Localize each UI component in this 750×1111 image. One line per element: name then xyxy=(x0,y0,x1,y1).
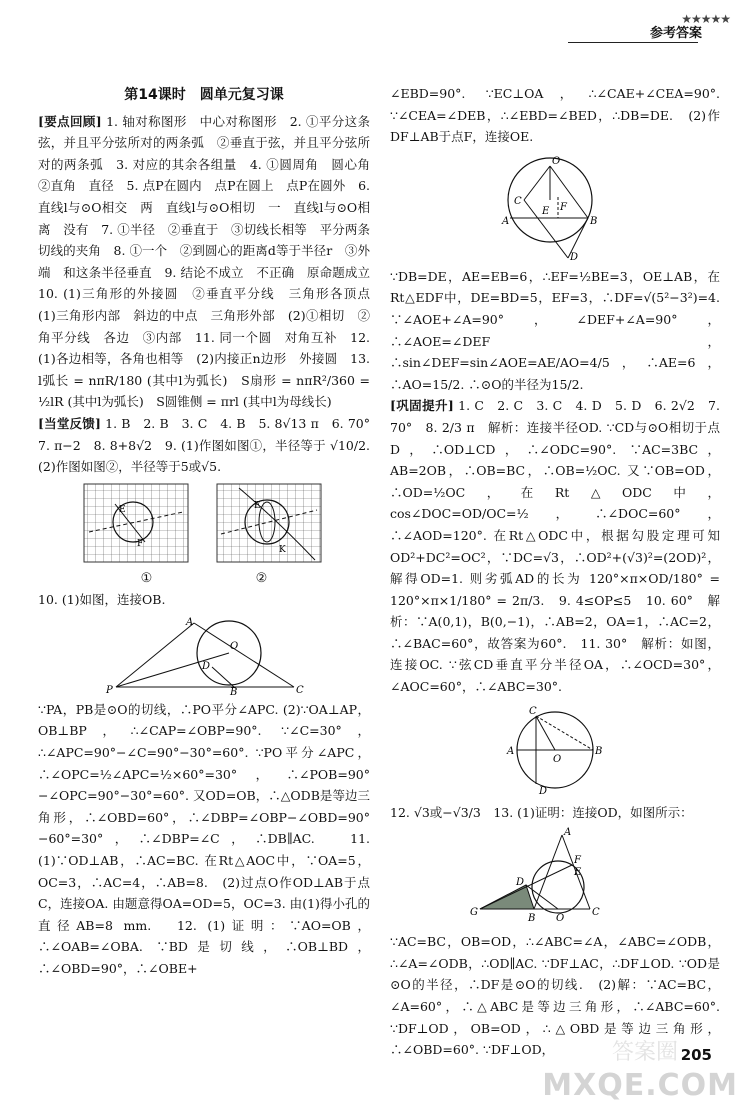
svg-text:E: E xyxy=(119,504,126,515)
caption-2: ② xyxy=(255,570,268,586)
right-para-4: 12. √3或−√3/3 13. (1)证明：连接OD，如图所示： xyxy=(390,804,693,820)
consolidation-heading: [巩固提升] xyxy=(390,398,454,414)
feedback-paragraph xyxy=(38,413,383,478)
q13-figure xyxy=(470,827,640,927)
grid-figure-2 xyxy=(217,484,321,562)
svg-text:A: A xyxy=(564,827,572,839)
q10-text: ∵PA，PB是⊙O的切线，∴PO平分∠APC. (2)∵OA⊥AP，OB⊥BP，∴∠CAP=∠OBP=90°. ∵∠C=30°，∴∠APC=90°−∠C=90°−30°=60°. ∵PO平分∠APC，∴∠OPC=½∠APC=½×60°=30°，∴∠POB=90°−∠OPC=90°−30°=60°. 又OD=OB，∴△ODB是等边三角形，∴∠OBD=60°，∴∠DBP=∠OBP−∠OBD=90°−60°=30°，∴∠DBP=∠C，∴DB∥AC. 11. (1)∵OD⊥AB，∴AC=BC. 在Rt△AOC中，∵OA=5，OC=3，∴AC=4，∴AB=8. (2)过点O作OD⊥AB于点C，连接OA. 由题意得OA=OD=5，OC=3. 由(1)得小孔的直径AB=8 mm. 12. (1)证明：∵AO=OB，∴∠OAB=∠OBA. ∵BD是切线，∴OB⊥BD，∴∠OBD=90°，∴∠OBE+ xyxy=(38,701,370,976)
caption-1: ① xyxy=(140,570,153,586)
svg-text:B: B xyxy=(528,913,536,925)
svg-text:C: C xyxy=(529,705,537,717)
review-text: 1. 轴对称图形 中心对称图形 2. ①平分这条弦，并且平分弦所对的两条弧 ②垂直于弦，并且平分弦所对的两条弧 3. 对应的其余各组量 4. ①圆周角 圆心角 ②直角 直径 5. 点P在圆内 点P在圆上 点P在圆外 6. 直线l与⊙O相交 两 直线l与⊙O相切 一 直线l与⊙O相离 没有 7. ①半径 ②垂直于 ③切线长相等 平分两条切线的夹角 8. ①一个 ②到圆心的距离d等于半径r ③外端 和这条半径垂直 9. 结论不成立 不正确 原命题成立 10. (1)三角形的外接圆 ②垂直平分线 三角形各顶点 (1)三角形内部 斜边的中点 三角形外部 (2)①相切 ②角平分线 各边 ③内部 11. 同一个圆 对角互补 12. (1)各边相等，各角也相等 (2)内接正n边形 外接圆 13. l弧长 = nπR/180 (其中l为弧长) S扇形 = nπR²/360 = ½lR (其中l为弧长) S圆锥侧 = πrl (其中l为母线长) xyxy=(38,113,383,410)
left-column xyxy=(38,85,383,980)
svg-text:D: D xyxy=(570,251,579,262)
figure-captions xyxy=(89,568,319,590)
svg-text:B: B xyxy=(595,745,603,757)
feedback-heading: [当堂反馈] xyxy=(38,415,101,431)
q11-figure xyxy=(485,702,625,798)
header-rule xyxy=(568,42,698,43)
svg-text:D: D xyxy=(539,785,548,797)
svg-text:C: C xyxy=(592,907,600,919)
svg-text:P: P xyxy=(106,684,113,695)
q10-figure xyxy=(104,615,304,695)
svg-text:A: A xyxy=(502,215,510,227)
svg-text:E: E xyxy=(542,205,550,217)
svg-text:E: E xyxy=(254,500,261,511)
right-para-1: ∠EBD=90°. ∵EC⊥OA，∴∠CAE+∠CEA=90°. ∵∠CEA=∠DEB，∴∠EBD=∠BED，∴DB=DE. (2)作DF⊥AB于点F，连接OE. xyxy=(390,86,720,145)
svg-text:F: F xyxy=(560,201,567,213)
right-para-5: ∵AC=BC，OB=OD，∴∠ABC=∠A，∠ABC=∠ODB，∴∠A=∠ODB，∴OD∥AC. ∵DF⊥AC，∴DF⊥OD. ∵OD是⊙O的半径，∴DF是⊙O的切线. (2)解：∵AC=BC，∠A=60°，∴△ABC是等边三角形，∴∠ABC=60°. ∵DF⊥OD，OB=OD，∴△OBD是等边三角形，∴∠OBD=60°. ∵DF⊥OD， xyxy=(390,934,720,1058)
header-label: 参考答案 xyxy=(649,26,702,41)
watermark: MXQE.COM xyxy=(542,1068,738,1103)
svg-text:D: D xyxy=(202,660,211,672)
svg-text:B: B xyxy=(590,215,598,227)
grid-figure-1 xyxy=(84,484,188,562)
feedback-text: 1. B 2. B 3. C 4. B 5. 8√13 π 6. 70° 7. π−2 8. 8+8√2 9. (1)作图如图①，半径等于 √10/2. (2)作图如图②，半径等于5或√5. xyxy=(38,415,383,475)
svg-text:A: A xyxy=(507,745,515,757)
q10-intro: 10. (1)如图，连接OB. xyxy=(38,592,166,608)
svg-text:O: O xyxy=(556,913,565,925)
right-para-2: ∵DB=DE，AE=EB=6，∴EF=½BE=3，OE⊥AB，在Rt△EDF中，DE=BD=5，EF=3，∴DF=√(5²−3²)=4. ∵∠AOE+∠A=90°，∠DEF+∠A=90°，∴∠AOE=∠DEF，∴sin∠DEF=sin∠AOE=AE/AO=4/5，∴AE=6，∴AO=15/2. ∴⊙O的半径为15/2. xyxy=(390,268,720,392)
grid-figures xyxy=(79,482,329,564)
watermark-sub: 答案圈 xyxy=(611,1040,678,1065)
svg-text:O: O xyxy=(553,753,562,765)
svg-text:C: C xyxy=(514,195,522,207)
page-title: 第14课时 圆单元复习课 xyxy=(124,87,284,103)
consolidation-paragraph xyxy=(390,395,720,697)
svg-text:F: F xyxy=(574,855,581,867)
svg-text:G: G xyxy=(470,907,478,919)
review-heading: [要点回顾] xyxy=(38,113,102,129)
page-number: 205 xyxy=(680,1046,712,1064)
svg-text:A: A xyxy=(186,616,194,628)
consolidation-text: 1. C 2. C 3. C 4. D 5. D 6. 2√2 7. 70° 8. 2/3 π 解析：连接半径OD. ∵CD与⊙O相切于点D，∴OD⊥CD，∴∠ODC=90°. ∵AC=3BC，AB=2OB，∴OB=BC，∴OB=½OC. 又∵OB=OD，∴OD=½OC，在Rt△ODC中，cos∠DOC=OD/OC=½，∴∠DOC=60°，∴∠AOD=120°. 在Rt△ODC中，根据勾股定理可知OD²+DC²=OC²，∵DC=√3，∴OD²+(√3)²=(2OD)²，解得OD=1. 则劣弧AD的长为 120°×π×OD/180° = 120°×π×1/180° = 2π/3. 9. 4≤OP≤5 10. 60° 解析：∵A(0,1)，B(0,−1)，∴AB=2，OA=1，∴AC=2，∴∠BAC=60°，故答案为60°. 11. 30° 解析：如图，连接OC. ∵弦CD垂直平分半径OA，∴∠OCD=30°，∠AOC=60°，∴∠ABC=30°. xyxy=(390,398,720,695)
svg-text:E: E xyxy=(574,867,582,879)
svg-text:D: D xyxy=(516,877,525,889)
svg-text:C: C xyxy=(296,684,304,695)
review-paragraph xyxy=(38,111,383,413)
svg-text:O: O xyxy=(552,155,561,167)
stars-icon: ★★★★★ xyxy=(681,12,730,26)
svg-text:K: K xyxy=(279,544,286,555)
svg-text:B: B xyxy=(230,686,238,695)
q12-figure xyxy=(480,152,630,262)
right-column xyxy=(390,83,720,1061)
svg-text:F: F xyxy=(137,538,144,549)
svg-text:O: O xyxy=(230,640,239,652)
